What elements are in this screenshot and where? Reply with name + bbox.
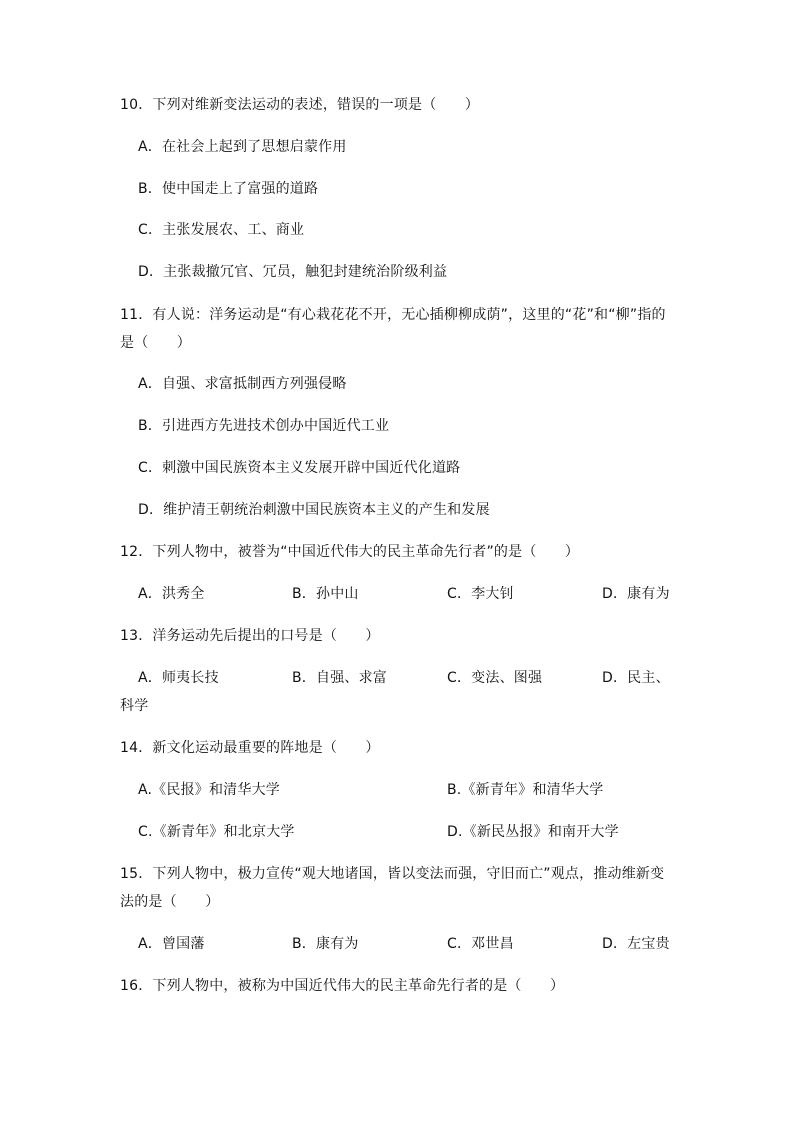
question-15-option-a: A．曾国藩 (138, 936, 205, 952)
question-15-option-c: C．邓世昌 (447, 936, 514, 952)
question-13-option-c: C．变法、图强 (447, 670, 543, 686)
question-13-option-d: D．民主、 (602, 670, 670, 686)
question-16-stem: 16．下列人物中，被称为中国近代伟大的民主革命先行者的是（ ） (120, 978, 565, 994)
question-11-option-d: D．维护清王朝统治刺激中国民族资本主义的产生和发展 (138, 502, 490, 518)
question-14-option-b: B.《新青年》和清华大学 (447, 782, 604, 798)
question-15-option-d: D．左宝贵 (602, 936, 670, 952)
question-14-option-c: C.《新青年》和北京大学 (138, 824, 295, 840)
question-11-stem-line1: 11．有人说：洋务运动是“有心栽花花不开，无心插柳柳成荫”，这里的“花”和“柳”指的 (120, 307, 666, 323)
question-10-option-a: A．在社会上起到了思想启蒙作用 (138, 139, 347, 155)
question-10-option-d: D．主张裁撤冗官、冗员，触犯封建统治阶级利益 (138, 264, 448, 280)
question-15-stem-line2: 法的是（ ） (120, 894, 220, 910)
question-15-stem-line1: 15．下列人物中，极力宣传“观大地诸国，皆以变法而强，守旧而亡”观点，推动维新变 (120, 866, 665, 882)
question-12-option-c: C．李大钊 (447, 586, 514, 602)
question-13-option-a: A．师夷长技 (138, 670, 219, 686)
question-12-stem: 12．下列人物中，被誉为“中国近代伟大的民主革命先行者”的是（ ） (120, 544, 580, 560)
question-11-option-c: C．刺激中国民族资本主义发展开辟中国近代化道路 (138, 460, 461, 476)
question-13-option-b: B．自强、求富 (292, 670, 388, 686)
question-12-option-a: A．洪秀全 (138, 586, 205, 602)
question-13-option-d-continuation: 科学 (120, 698, 149, 714)
question-12-option-d: D．康有为 (602, 586, 670, 602)
question-14-stem: 14．新文化运动最重要的阵地是（ ） (120, 740, 380, 756)
question-10-option-b: B．使中国走上了富强的道路 (138, 181, 319, 197)
question-14-option-a: A.《民报》和清华大学 (138, 782, 280, 798)
question-11-stem-line2: 是（ ） (120, 335, 191, 351)
question-12-option-b: B．孙中山 (292, 586, 359, 602)
question-13-stem: 13．洋务运动先后提出的口号是（ ） (120, 628, 380, 644)
question-11-option-a: A．自强、求富抵制西方列强侵略 (138, 376, 347, 392)
question-11-option-b: B．引进西方先进技术创办中国近代工业 (138, 418, 390, 434)
question-10-option-c: C．主张发展农、工、商业 (138, 222, 305, 238)
question-10-stem: 10．下列对维新变法运动的表述，错误的一项是（ ） (120, 97, 480, 113)
question-15-option-b: B．康有为 (292, 936, 359, 952)
question-14-option-d: D.《新民丛报》和南开大学 (447, 824, 619, 840)
